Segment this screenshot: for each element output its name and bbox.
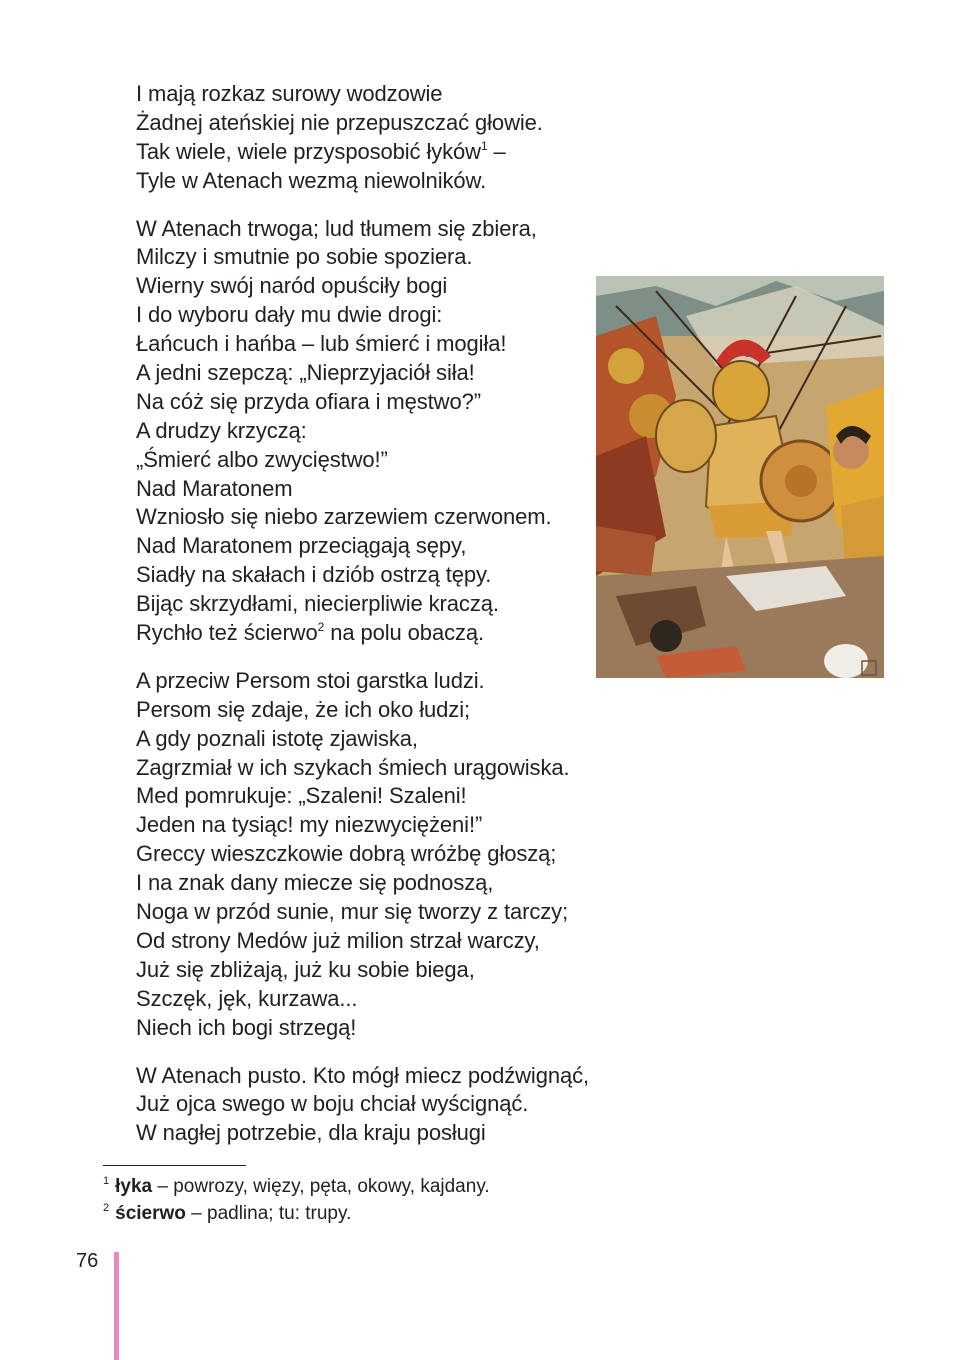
poem-line: Szczęk, jęk, kurzawa... [136, 985, 358, 1011]
poem-line: Na cóż się przyda ofiara i męstwo?” [136, 388, 481, 414]
poem-line: Med pomrukuje: „Szaleni! Szaleni! [136, 783, 467, 809]
poem-line: A drudzy krzyczą: [136, 417, 307, 443]
poem-line: Niech ich bogi strzegą! [136, 1014, 357, 1040]
poem-line-text: na polu obaczą. [330, 620, 485, 646]
poem-line-text: Rychło też ścierwo [136, 620, 318, 646]
poem-line: A gdy poznali istotę zjawiska, [136, 725, 418, 751]
poem-line: Wzniosło się niebo zarzewiem czerwonem. [136, 504, 552, 530]
poem-line: Milczy i smutnie po sobie spoziera. [136, 244, 473, 270]
poem-line: Noga w przód sunie, mur się tworzy z tarczy; [136, 899, 569, 925]
poem-line: Nad Maratonem [136, 475, 293, 501]
poem-line: A jedni szepczą: „Nieprzyjaciół siła! [136, 360, 475, 386]
poem-line: Tyle w Atenach wezmą niewolników. [136, 167, 487, 193]
footnote-ref-2: 2 [317, 620, 325, 635]
footnote-number: 1 [103, 1175, 110, 1187]
poem-line: W Atenach trwoga; lud tłumem się zbiera, [136, 215, 537, 241]
footnote-number: 2 [103, 1202, 110, 1214]
page-number: 76 [76, 1250, 99, 1272]
poem-line: I na znak dany miecze się podnoszą, [136, 870, 494, 896]
footnote-term: łyka [115, 1176, 153, 1197]
stanza-3 [136, 667, 696, 1043]
poem-line: I mają rozkaz surowy wodzowie [136, 81, 443, 106]
page-accent-bar [114, 1252, 119, 1360]
poem-line: Greccy wieszczkowie dobrą wróżbę głoszą; [136, 841, 557, 867]
poem-line: Siadły na skałach i dziób ostrzą tępy. [136, 562, 492, 588]
footnote-term: ścierwo [115, 1203, 186, 1224]
poem-line: Już się zbliżają, już ku sobie biega, [136, 956, 475, 982]
poem-line: „Śmierć albo zwycięstwo!” [136, 446, 388, 472]
footnotes [103, 1173, 490, 1227]
poem-line-dash: – [487, 138, 506, 164]
poem-line: Nad Maratonem przeciągają sępy, [136, 533, 467, 559]
poem-line: Persom się zdaje, że ich oko łudzi; [136, 696, 470, 722]
footnote-definition: – powrozy, więzy, pęta, okowy, kajdany. [152, 1176, 490, 1197]
footnote-ref-1: 1 [480, 138, 488, 153]
poem-line: Bijąc skrzydłami, niecierpliwie kraczą. [136, 591, 499, 617]
poem-line: Już ojca swego w boju chciał wyścignąć. [136, 1091, 529, 1117]
battle-illustration [596, 276, 884, 678]
poem-line: W nagłej potrzebie, dla kraju posługi [136, 1120, 486, 1146]
poem-line: Jeden na tysiąc! my niezwyciężeni!” [136, 812, 483, 838]
poem-line: Żadnej ateńskiej nie przepuszczać głowie. [136, 109, 543, 135]
footnote-divider [103, 1165, 246, 1166]
poem-line: Łańcuch i hańba – lub śmierć i mogiła! [136, 331, 507, 357]
stanza-1 [136, 80, 696, 196]
poem-line: Od strony Medów już milion strzał warczy, [136, 927, 540, 953]
footnote-definition: – padlina; tu: trupy. [185, 1203, 352, 1224]
poem-line-with-footnote-1 [136, 138, 696, 167]
poem-line: W Atenach pusto. Kto mógł miecz podźwignąć, [136, 1062, 590, 1088]
footnote-1 [103, 1173, 490, 1200]
poem-line-text: Tak wiele, wiele przysposobić łyków [136, 138, 481, 164]
poem-line: A przeciw Persom stoi garstka ludzi. [136, 667, 485, 693]
stanza-4 [136, 1062, 696, 1149]
poem-line: Zagrzmiał w ich szykach śmiech urągowiska. [136, 754, 570, 780]
poem-line: Wierny swój naród opuściły bogi [136, 273, 448, 299]
poem-line: I do wyboru dały mu dwie drogi: [136, 302, 443, 328]
footnote-2 [103, 1200, 490, 1227]
